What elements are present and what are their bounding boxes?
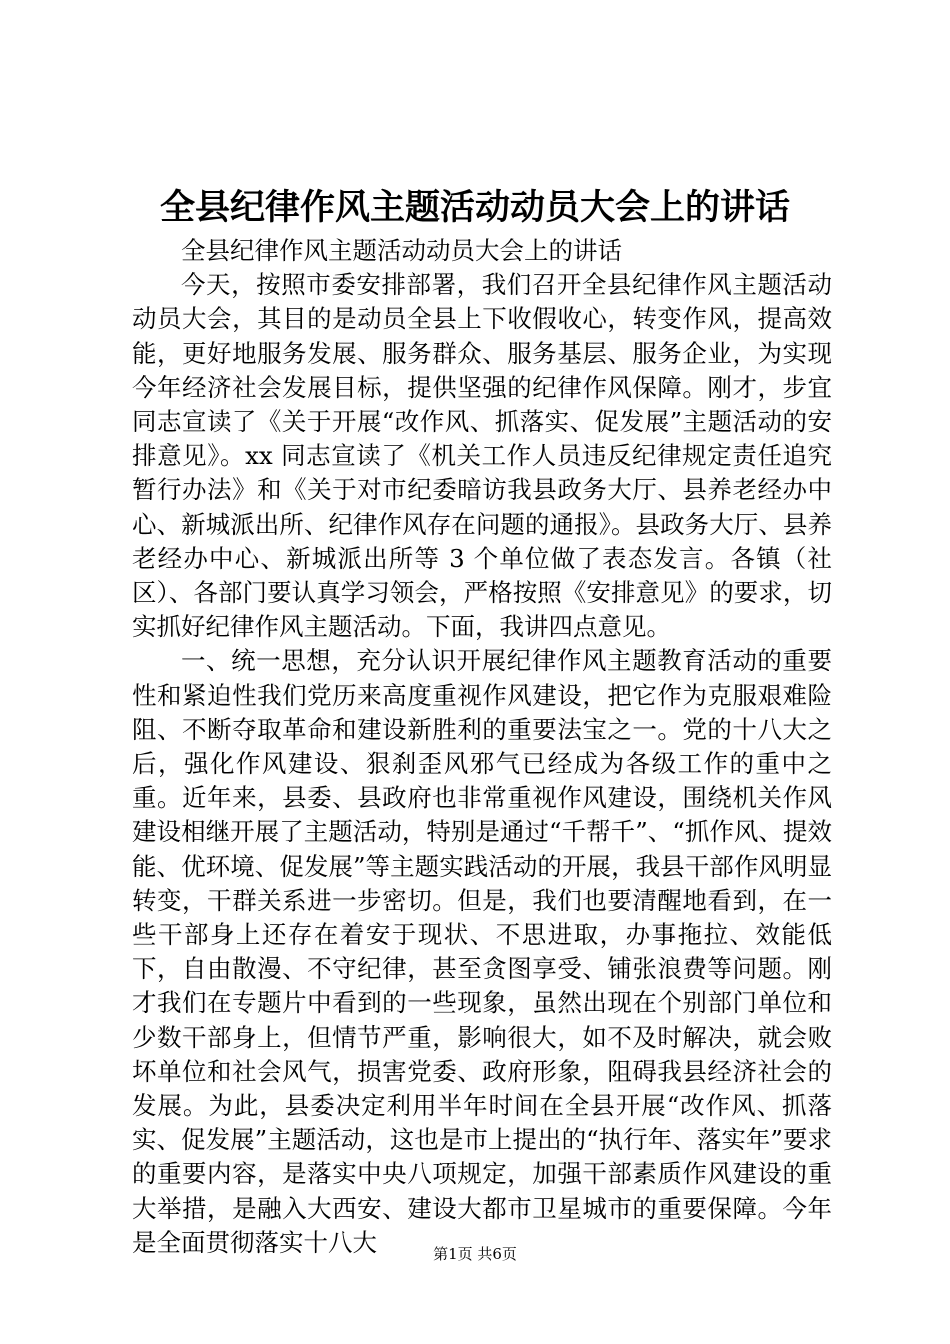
page-number-footer: 第1页 共6页 — [433, 1245, 517, 1263]
paragraph-intro: 今天，按照市委安排部署，我们召开全县纪律作风主题活动动员大会，其目的是动员全县上下收假收心，转变作风，提高效能，更好地服务发展、服务群众、服务基层、服务企业，为实现今年经济社会发展目标，提供坚强的纪律作风保障。刚才，步宜同志宣读了《关于开展“改作风、抓落实、促发展”主题活动的安排意见》。xx 同志宣读了《机关工作人员违反纪律规定责任追究暂行办法》和《关于对市纪委暗访我县政务大厅、县养老经办中心、新城派出所、纪律作风存在问题的通报》。县政务大厅、县养老经办中心、新城派出所等 3 个单位做了表态发言。各镇（社区）、各部门要认真学习领会，严格按照《安排意见》的要求，切实抓好纪律作风主题活动。下面，我讲四点意见。 — [132, 270, 832, 642]
document-body — [132, 234, 832, 1260]
paragraph-subtitle: 全县纪律作风主题活动动员大会上的讲话 — [181, 236, 622, 265]
document-title: 全县纪律作风主题活动动员大会上的讲话 — [159, 187, 790, 228]
paragraph-section-one: 一、统一思想，充分认识开展纪律作风主题教育活动的重要性和紧迫性我们党历来高度重视作风建设，把它作为克服艰难险阻、不断夺取革命和建设新胜利的重要法宝之一。党的十八大之后，强化作风建设、狠刹歪风邪气已经成为各级工作的重中之重。近年来，县委、县政府也非常重视作风建设，围绕机关作风建设相继开展了主题活动，特别是通过“千帮千”、“抓作风、提效能、优环境、促发展”等主题实践活动的开展，我县干部作风明显转变，干群关系进一步密切。但是，我们也要清醒地看到，在一些干部身上还存在着安于现状、不思进取，办事拖拉、效能低下，自由散漫、不守纪律，甚至贪图享受、铺张浪费等问题。刚才我们在专题片中看到的一些现象，虽然出现在个别部门单位和少数干部身上，但情节严重，影响很大，如不及时解决，就会败坏单位和社会风气，损害党委、政府形象，阻碍我县经济社会的发展。为此，县委决定利用半年时间在全县开展“改作风、抓落实、促发展”主题活动，这也是市上提出的“执行年、落实年”要求的重要内容，是落实中央八项规定，加强干部素质作风建设的重大举措，是融入大西安、建设大都市卫星城市的重要保障。今年是全面贯彻落实十八大 — [132, 646, 832, 1257]
